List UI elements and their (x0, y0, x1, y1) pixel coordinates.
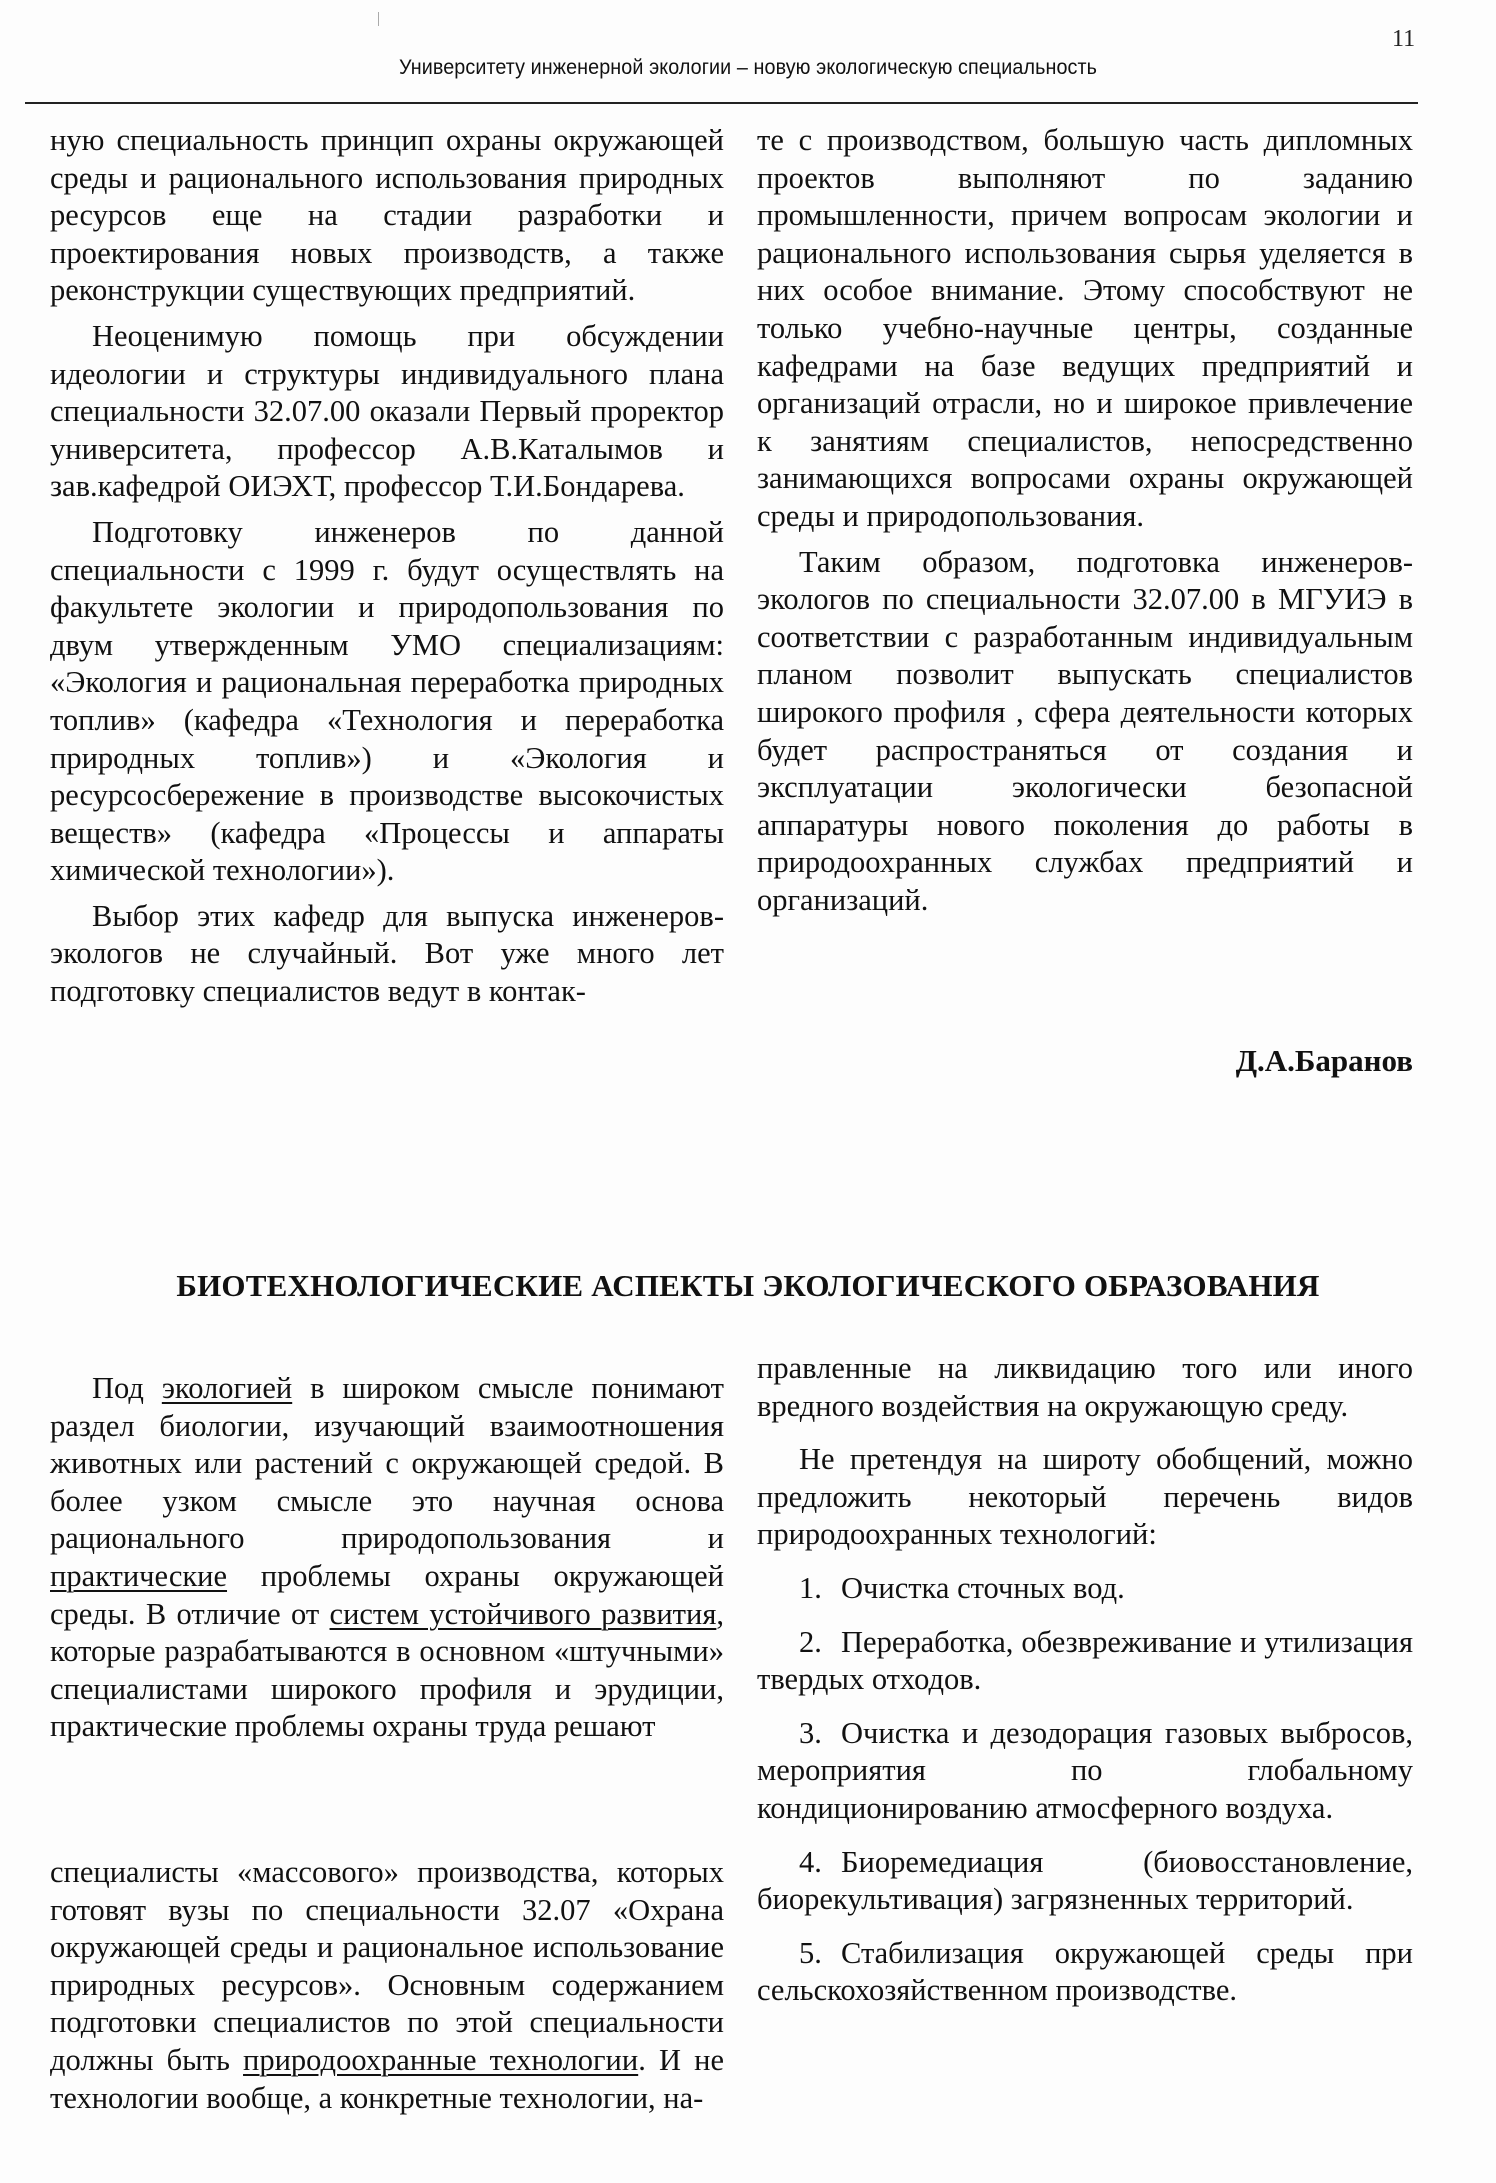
article1-left-column (50, 122, 724, 1011)
list-text: Переработка, обезвреживание и утилизация твердых отходов. (757, 1624, 1413, 1697)
text-run: . И не технологии вообще, а конкретные технологии, на- (50, 2042, 724, 2115)
article-title: БИОТЕХНОЛОГИЧЕСКИЕ АСПЕКТЫ ЭКОЛОГИЧЕСКОГО ОБРАЗОВАНИЯ (176, 1268, 1320, 1303)
text-run: в широком смысле понимают раздел биологии, изучающий взаимоотношения животных или растений с окружающей средой. В более узком смысле это научная основа рационального природопользования и (50, 1371, 724, 1556)
article2-left-column-bottom (50, 1854, 724, 2117)
list-item (757, 1844, 1413, 1919)
list-item (757, 1570, 1413, 1608)
text-run: Под (92, 1371, 162, 1405)
paragraph: Подготовку инженеров по данной специальности с 1999 г. будут осуществлять на факультете экологии и природопользования по двум утвержденным УМО специализациям: «Экология и рациональная переработка природных топлив» (кафедра «Технология и переработка природных топлив») и «Экология и ресурсосбережение в производстве высокочистых веществ» (кафедра «Процессы и аппараты химической технологии»). (50, 514, 724, 888)
list-item (757, 1624, 1413, 1699)
paragraph (50, 1370, 724, 1746)
paragraph: Не претендуя на широту обобщений, можно предложить некоторый перечень видов природоохранных технологий: (757, 1442, 1413, 1552)
text-run: специалисты «массового» производства, которых готовят вузы по специальности 32.07 «Охрана окружающей среды и рациональное использование природных ресурсов». Основным содержанием подготовки специалистов по этой специальности должны быть (50, 1855, 724, 2077)
article2-right-column (757, 1350, 1413, 2010)
article1-right-column (757, 122, 1413, 919)
running-header: Университету инженерной экологии – новую экологическую специальность (398, 56, 1098, 79)
list-item (757, 1715, 1413, 1828)
underlined-term: систем устойчивого развития (329, 1596, 717, 1631)
list-number: 1. (799, 1570, 822, 1605)
text-run: , которые разрабатываются в основном «штучными» специалистами широкого профиля и эрудиции, практические проблемы охраны труда решают (50, 1596, 724, 1744)
article2-left-column-top (50, 1370, 724, 1746)
text-run: проблемы охраны окружающей среды. В отличие от (50, 1558, 724, 1631)
paragraph: правленные на ликвидацию того или иного вредного воздействия на окружающую среду. (757, 1351, 1413, 1423)
underlined-term: экологией (161, 1371, 293, 1405)
list-number: 4. (799, 1844, 822, 1879)
header-divider (25, 102, 1418, 104)
list-text: Очистка сточных вод. (841, 1570, 1125, 1605)
list-text: Стабилизация окружающей среды при сельскохозяйственном производстве. (757, 1935, 1413, 2008)
page-number: 11 (1392, 26, 1416, 52)
list-item (757, 1935, 1413, 2010)
paragraph (50, 1854, 724, 2117)
author-signature: Д.А.Баранов (1235, 1043, 1413, 1078)
list-text: Очистка и дезодорация газовых выбросов, мероприятия по глобальному кондиционированию атмосферного воздуха. (757, 1715, 1413, 1825)
scan-mark (378, 12, 379, 26)
paragraph: ную специальность принцип охраны окружающей среды и рационального использования природных ресурсов еще на стадии разработки и проектирования новых производств, а также реконструкции существующих предприятий. (50, 123, 724, 308)
list-number: 2. (799, 1624, 822, 1659)
paragraph: Таким образом, подготовка инженеров-экологов по специальности 32.07.00 в МГУИЭ в соответствии с разработанным индивидуальным планом позволит выпускать специалистов широкого профиля , сфера деятельности которых будет распространяться от создания и эксплуатации экологически безопасной аппаратуры нового поколения до работы в природоохранных службах предприятий и организаций. (757, 544, 1413, 917)
paragraph: Неоценимую помощь при обсуждении идеологии и структуры индивидуального плана специальности 32.07.00 оказали Первый проректор университета, профессор А.В.Каталымов и зав.кафедрой ОИЭХТ, профессор Т.И.Бондарева. (50, 318, 724, 504)
paragraph: Выбор этих кафедр для выпуска инженеров-экологов не случайный. Вот уже много лет подготовку специалистов ведут в контак- (50, 898, 724, 1009)
list-number: 3. (799, 1715, 822, 1750)
paragraph: те с производством, большую часть дипломных проектов выполняют по заданию промышленности, причем вопросам экологии и рационального использования сырья уделяется в них особое внимание. Этому способствуют не только учебно-научные центры, созданные кафедрами на базе ведущих предприятий и организаций отрасли, но и широкое привлечение к занятиям специалистов, непосредственно занимающихся вопросами охраны окружающей среды и природопользования. (757, 123, 1413, 533)
list-number: 5. (799, 1935, 822, 1970)
underlined-term: практические (50, 1558, 228, 1593)
list-text: Биоремедиация (биовосстановление, биорекультивация) загрязненных территорий. (757, 1844, 1413, 1917)
underlined-term: природоохранные технологии (243, 2042, 639, 2077)
